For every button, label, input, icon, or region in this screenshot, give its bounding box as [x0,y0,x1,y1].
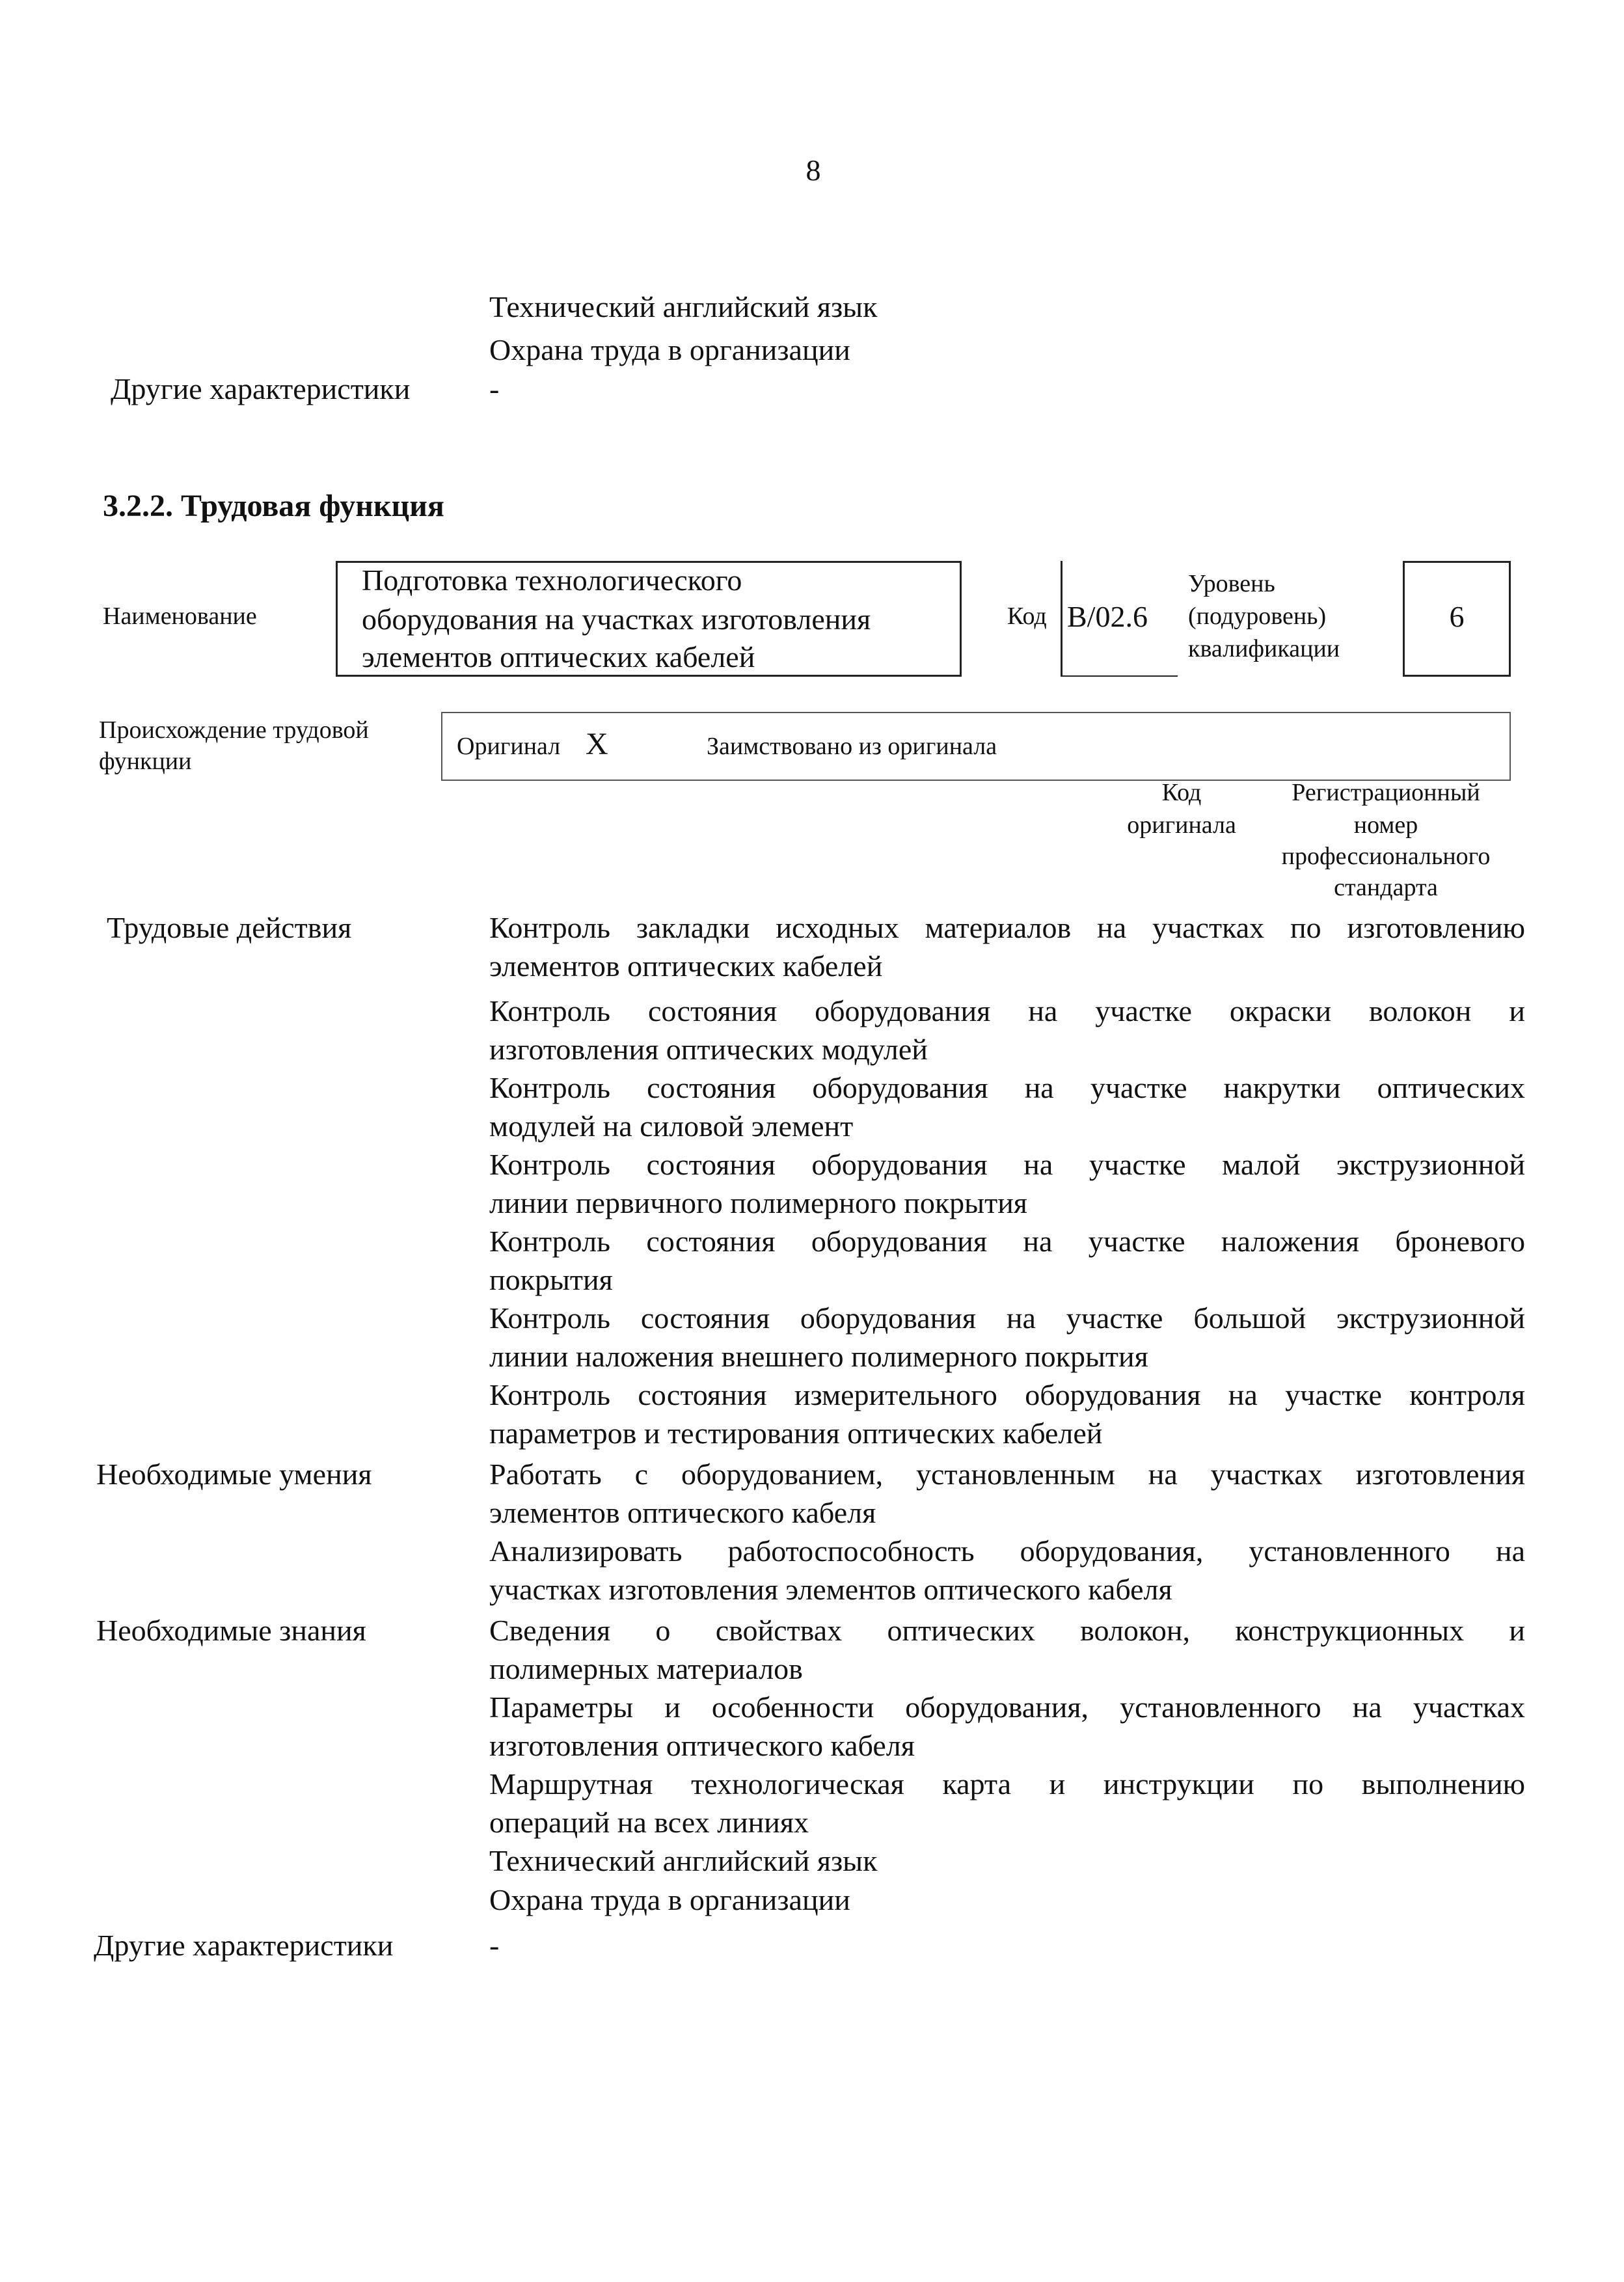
knowledge-item [489,1881,1525,1919]
code-value: B/02.6 [1067,600,1148,633]
code-original-line-2: оригинала [1127,811,1236,839]
action-item-line-1: Контроль закладки исходных материалов на участках по изготовлению [489,911,1525,944]
action-item-line-2: модулей на силовой элемент [489,1109,854,1143]
action-item-line-2: элементов оптических кабелей [489,949,883,983]
origin-original-mark: X [586,727,608,761]
action-item [489,1299,1525,1376]
action-item-line-2: покрытия [489,1263,613,1296]
action-item [489,1222,1525,1299]
reg-number-line-1: Регистрационный [1292,779,1480,806]
action-item-line-2: параметров и тестирования оптических кабелей [489,1417,1103,1450]
level-label-line-3: квалификации [1188,635,1340,662]
knowledge-item-line-2: полимерных материалов [489,1652,803,1685]
skill-item-line-1: Работать с оборудованием, установленным на участках изготовления [489,1458,1525,1491]
action-item-line-1: Контроль состояния измерительного оборудования на участке контроля [489,1378,1525,1411]
skills-label: Необходимые умения [96,1458,372,1491]
knowledge-item-line-2: операций на всех линиях [489,1806,809,1839]
action-item-line-2: линии наложения внешнего полимерного покрытия [489,1340,1148,1373]
knowledge-item [489,1688,1525,1765]
action-item [489,1376,1525,1452]
knowledge-item [489,1841,1525,1880]
code-original-line-1: Код [1161,779,1202,806]
knowledge-item-line-1: Охрана труда в организации [489,1883,850,1916]
origin-borrowed-label: Заимствовано из оригинала [707,733,997,760]
knowledge-item-line-1: Технический английский язык [489,1844,878,1877]
knowledge-item [489,1765,1525,1841]
action-item-line-1: Контроль состояния оборудования на участке накрутки оптических [489,1071,1525,1104]
skill-item [489,1455,1525,1532]
level-label-line-2: (подуровень) [1188,603,1327,630]
origin-label-line-1: Происхождение трудовой [99,716,369,744]
action-item [489,1068,1525,1145]
action-item [489,908,1525,985]
name-value-line-3: элементов оптических кабелей [362,640,755,673]
action-item-line-1: Контроль состояния оборудования на участке малой экструзионной [489,1148,1525,1181]
action-item [489,1145,1525,1222]
level-label-line-1: Уровень [1188,570,1275,597]
knowledge-item-line-2: изготовления оптического кабеля [489,1729,915,1762]
origin-label-line-2: функции [99,748,192,775]
name-label: Наименование [103,603,257,630]
name-value-line-1: Подготовка технологического [362,564,742,597]
skill-item [489,1532,1525,1609]
name-value-line-2: оборудования на участках изготовления [362,603,871,636]
knowledge-item-line-1: Параметры и особенности оборудования, установленного на участках [489,1691,1525,1724]
actions-label: Трудовые действия [107,911,352,944]
level-value: 6 [1449,600,1465,633]
section-title: 3.2.2. Трудовая функция [103,489,444,523]
page-number: 8 [805,154,821,187]
skill-item-line-2: участках изготовления элементов оптического кабеля [489,1573,1172,1606]
other-label: Другие характеристики [94,1929,394,1962]
action-item-line-1: Контроль состояния оборудования на участке наложения броневого [489,1225,1525,1258]
origin-original-label: Оригинал [457,733,561,760]
code-label: Код [1007,603,1047,630]
prev-other-label: Другие характеристики [111,372,411,405]
prev-other-value: - [489,372,500,405]
knowledge-item-line-1: Маршрутная технологическая карта и инструкции по выполнению [489,1767,1525,1800]
prev-knowledge-line-2: Охрана труда в организации [489,333,850,366]
action-item-line-1: Контроль состояния оборудования на участке окраски волокон и [489,994,1525,1027]
knowledge-label: Необходимые знания [96,1614,366,1647]
knowledge-item [489,1611,1525,1688]
reg-number-line-4: стандарта [1334,874,1438,901]
reg-number-line-3: профессионального [1281,843,1491,870]
reg-number-line-2: номер [1353,811,1418,839]
action-item-line-2: изготовления оптических модулей [489,1033,928,1066]
prev-knowledge-line-1: Технический английский язык [489,290,878,323]
action-item [489,992,1525,1068]
skill-item-line-2: элементов оптического кабеля [489,1496,876,1529]
other-value: - [489,1929,500,1962]
action-item-line-1: Контроль состояния оборудования на участке большой экструзионной [489,1301,1525,1335]
skill-item-line-1: Анализировать работоспособность оборудования, установленного на [489,1534,1525,1568]
action-item-line-2: линии первичного полимерного покрытия [489,1186,1027,1219]
knowledge-item-line-1: Сведения о свойствах оптических волокон, конструкционных и [489,1614,1525,1647]
